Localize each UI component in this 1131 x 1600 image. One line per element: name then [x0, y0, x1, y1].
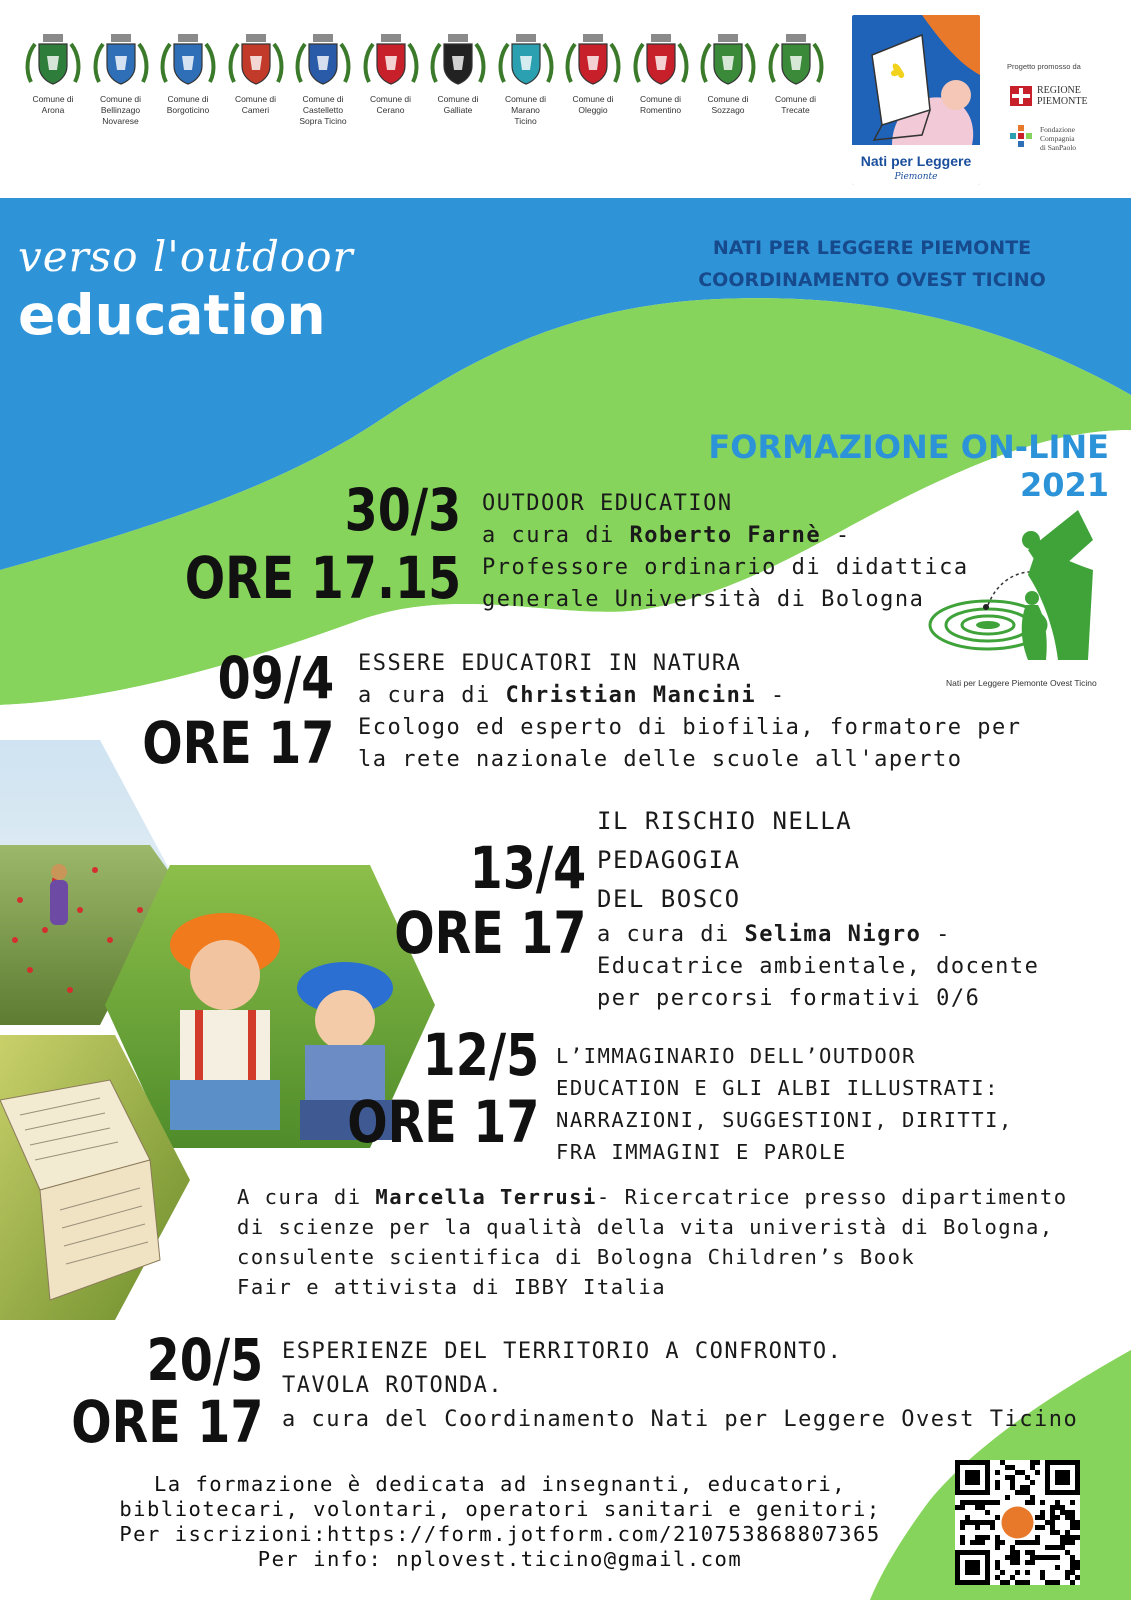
ovest-ticino-logo-caption: Nati per Leggere Piemonte Ovest Ticino: [946, 678, 1097, 688]
event-3-desc-1: Educatrice ambientale, docente: [597, 954, 1040, 979]
municipality-crest: [560, 30, 626, 160]
event-4-details: [237, 1182, 1117, 1302]
event-1-desc-2: generale Università di Bologna: [482, 587, 925, 612]
event-4-by-suffix: - Ricercatrice presso dipartimento: [596, 1185, 1068, 1209]
npl-logo-name: Nati per Leggere: [860, 153, 972, 169]
event-2-details: [358, 648, 1078, 776]
municipality-name: Comune di Oleggio: [572, 94, 614, 115]
event-5-details: [282, 1335, 1122, 1437]
crest-emblem-icon: [361, 30, 421, 90]
event-5-time: ORE 17: [70, 1388, 263, 1456]
event-4-speaker: Marcella Terrusi: [375, 1185, 597, 1209]
footer-line-1: La formazione è dedicata ad insegnanti, educatori,: [153, 1472, 847, 1496]
municipality-name: Comune di Borgoticino: [166, 94, 210, 115]
event-3-details: [597, 802, 1097, 1015]
event-2-by-suffix: -: [756, 683, 786, 708]
event-3-time: ORE 17: [393, 899, 586, 967]
organizer-line-2: COORDINAMENTO OVEST TICINO: [698, 269, 1046, 291]
municipality-crest: [493, 30, 559, 160]
crest-emblem-icon: [293, 30, 353, 90]
event-3-by-prefix: a cura di: [597, 922, 745, 947]
qr-center-logo-icon: [1002, 1507, 1034, 1539]
crest-emblem-icon: [158, 30, 218, 90]
municipality-crest: [88, 30, 154, 160]
event-4-date: 12/5: [422, 1021, 539, 1089]
event-2-by-prefix: a cura di: [358, 683, 506, 708]
event-3-speaker: Selima Nigro: [744, 922, 922, 947]
event-3-by-suffix: -: [921, 922, 951, 947]
event-4-desc-1: di scienze per la qualità della vita univeristà di Bologna,: [237, 1215, 1054, 1239]
event-1-details: [482, 488, 1002, 616]
event-4-time: ORE 17: [346, 1088, 539, 1156]
crest-emblem-icon: [766, 30, 826, 90]
event-5-title: ESPERIENZE DEL TERRITORIO A CONFRONTO. TAVOLA ROTONDA.: [282, 1339, 843, 1398]
municipality-crest: [155, 30, 221, 160]
municipality-crest: [628, 30, 694, 160]
footer-line-2: bibliotecari, volontari, operatori sanitari e genitori;: [119, 1497, 881, 1521]
event-3-title: IL RISCHIO NELLA PEDAGOGIA DEL BOSCO: [597, 807, 853, 913]
event-2-speaker: Christian Mancini: [505, 683, 757, 708]
municipality-crest: [425, 30, 491, 160]
event-4-title-block: [556, 1040, 1116, 1168]
event-3-byline: [597, 919, 1097, 951]
fondazione-text: Fondazione Compagnia di SanPaolo: [1040, 125, 1077, 152]
event-2-desc-2: la rete nazionale delle scuole all'aperto: [358, 747, 963, 772]
headline: education: [18, 283, 326, 347]
training-title-year: 2021: [1019, 466, 1109, 504]
event-2-date: 09/4: [217, 644, 334, 712]
event-3-date: 13/4: [469, 834, 586, 902]
municipality-crest: [290, 30, 356, 160]
training-title-line-1: FORMAZIONE ON-LINE: [708, 428, 1109, 466]
municipality-name: Comune di Bellinzago Novarese: [99, 94, 142, 126]
municipality-crest: [695, 30, 761, 160]
municipality-crest: [358, 30, 424, 160]
regione-piemonte-logo: [1010, 86, 1032, 106]
municipality-name: Comune di Arona: [32, 94, 74, 115]
event-5-date: 20/5: [146, 1326, 263, 1394]
municipality-crest: [223, 30, 289, 160]
event-4-desc-2: consulente scientifica di Bologna Children’s Book: [237, 1245, 916, 1269]
qr-code[interactable]: [955, 1460, 1080, 1585]
municipality-crest: [20, 30, 86, 160]
event-1-desc-1: Professore ordinario di didattica: [482, 555, 969, 580]
event-1-time: ORE 17.15: [184, 544, 461, 612]
event-1-by-prefix: a cura di: [482, 523, 630, 548]
crest-emblem-icon: [563, 30, 623, 90]
fondazione-logo-icon: [1010, 125, 1032, 151]
registration-link[interactable]: Per iscrizioni:https://form.jotform.com/210753868807365: [119, 1522, 881, 1546]
event-5-desc-1: a cura del Coordinamento Nati per Leggere Ovest Ticino: [282, 1407, 1079, 1432]
municipality-name: Comune di Sozzago: [707, 94, 749, 115]
municipality-name: Comune di Cameri: [234, 94, 277, 115]
promoted-by-label: Progetto promosso da: [1007, 62, 1081, 71]
event-2-desc-1: Ecologo ed esperto di biofilia, formatore per: [358, 715, 1022, 740]
municipality-crest: [763, 30, 829, 160]
regione-piemonte-text: REGIONE PIEMONTE: [1037, 85, 1088, 107]
contact-email[interactable]: Per info: nplovest.ticino@gmail.com: [257, 1547, 743, 1571]
municipality-name: Comune di Trecate: [774, 94, 817, 115]
event-1-by-suffix: -: [821, 523, 851, 548]
crest-emblem-icon: [698, 30, 758, 90]
crest-emblem-icon: [428, 30, 488, 90]
footer-info: [60, 1472, 940, 1572]
crest-emblem-icon: [226, 30, 286, 90]
tagline: verso l'outdoor: [18, 232, 354, 281]
event-1-byline: [482, 520, 1002, 552]
municipality-crests: [20, 30, 840, 160]
event-4-desc-3: Fair e attivista di IBBY Italia: [237, 1275, 667, 1299]
event-1-date: 30/3: [344, 476, 461, 544]
crest-emblem-icon: [91, 30, 151, 90]
crest-emblem-icon: [496, 30, 556, 90]
crest-emblem-icon: [631, 30, 691, 90]
organizer-title: [672, 232, 1072, 296]
crest-emblem-icon: [23, 30, 83, 90]
event-2-byline: [358, 680, 1078, 712]
event-4-by-prefix: A cura di: [237, 1185, 376, 1209]
organizer-line-1: NATI PER LEGGERE PIEMONTE: [712, 237, 1032, 259]
municipality-name: Comune di Castelletto Sopra Ticino: [299, 94, 347, 126]
municipality-name: Comune di Cerano: [369, 94, 412, 115]
event-2-time: ORE 17: [141, 709, 334, 777]
event-3-desc-2: per percorsi formativi 0/6: [597, 986, 981, 1011]
municipality-name: Comune di Marano Ticino: [504, 94, 547, 126]
event-4-byline: [237, 1182, 1117, 1212]
event-1-speaker: Roberto Farnè: [629, 523, 822, 548]
municipality-name: Comune di Galliate: [437, 94, 479, 115]
npl-logo-sub: Piemonte: [894, 172, 938, 182]
event-2-title: ESSERE EDUCATORI IN NATURA: [358, 651, 742, 676]
event-4-title: L’IMMAGINARIO DELL’OUTDOOR EDUCATION E GLI ALBI ILLUSTRATI: NARRAZIONI, SUGGESTIONI, DIRITTI, FRA IMMAGINI E PAROLE: [556, 1044, 1013, 1164]
municipality-name: Comune di Romentino: [639, 94, 682, 115]
event-1-title: OUTDOOR EDUCATION: [482, 491, 733, 516]
